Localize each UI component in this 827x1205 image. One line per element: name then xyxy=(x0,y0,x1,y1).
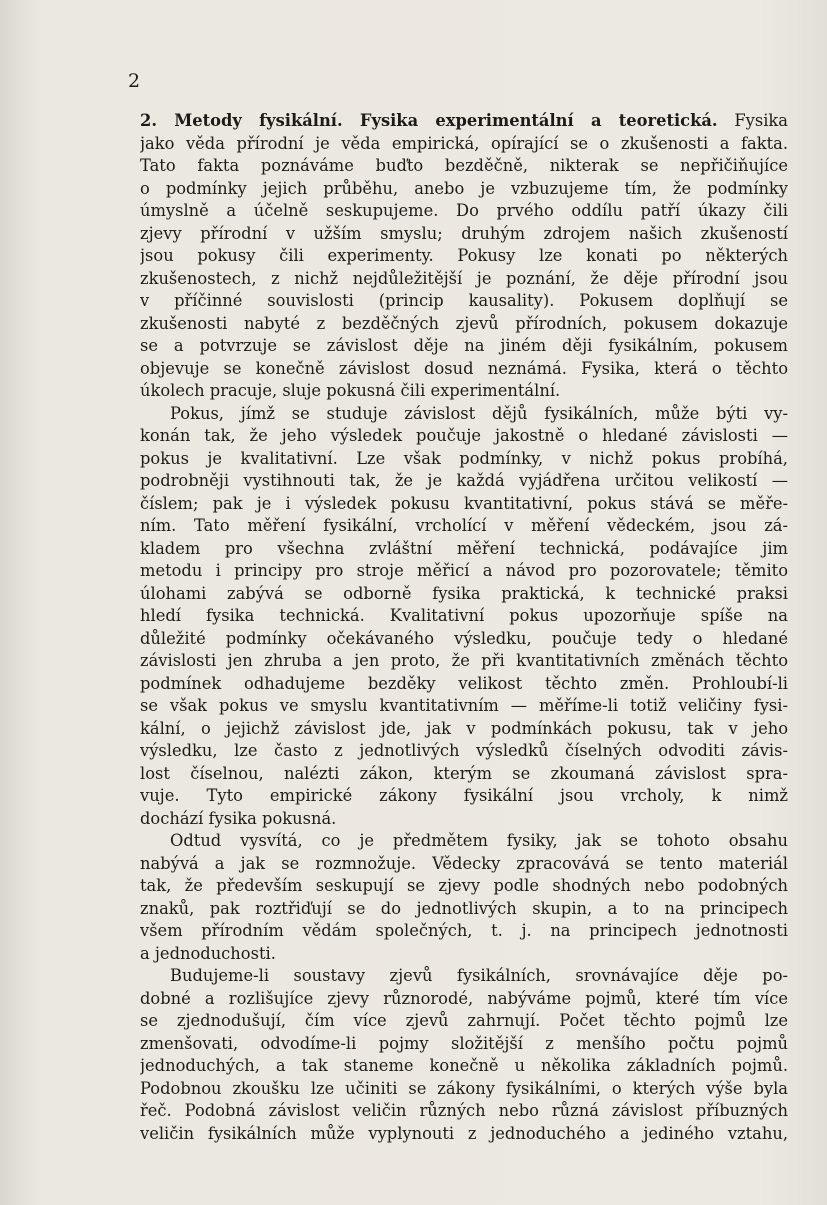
text-line: veličin fysikálních může vyplynouti z jednoduchého a jediného vztahu, xyxy=(140,1123,788,1143)
text-line: lost číselnou, nalézti zákon, kterým se zkoumaná závislost spra- xyxy=(140,763,788,783)
text-line: metodu i principy pro stroje měřicí a návod pro pozorovatele; těmito xyxy=(140,561,788,580)
text-line: se zjednodušují, čím více zjevů zahrnují. Počet těchto pojmů lze xyxy=(140,1011,788,1030)
text-line: konán tak, že jeho výsledek poučuje jakostně o hledané závislosti — xyxy=(140,426,788,445)
text-line: Odtud vysvítá, co je předmětem fysiky, jak se tohoto obsahu xyxy=(170,831,788,850)
text-line: úkolech pracuje, sluje pokusná čili experimentální. xyxy=(140,381,561,400)
text-line: a jednoduchosti. xyxy=(140,943,276,963)
text-line: Pokus, jímž se studuje závislost dějů fysikálních, může býti vy- xyxy=(170,403,788,423)
text-line: kální, o jejichž závislost jde, jak v podmínkách pokusu, tak v jeho xyxy=(140,718,788,738)
text-line: Podobnou zkoušku lze učiniti se zákony fysikálními, o kterých výše byla xyxy=(140,1078,788,1098)
text-line: úmyslně a účelně seskupujeme. Do prvého oddílu patří úkazy čili xyxy=(140,201,788,220)
text-line: o podmínky jejich průběhu, anebo je vzbuzujeme tím, že podmínky xyxy=(140,178,788,198)
text-line: objevuje se konečně závislost dosud neznámá. Fysika, která o těchto xyxy=(140,358,788,378)
page-number: 2 xyxy=(128,70,141,92)
text-line xyxy=(140,110,788,133)
text-line: hledí fysika technická. Kvalitativní pokus upozorňuje spíše na xyxy=(140,606,788,625)
text-line: zkušenostech, z nichž nejdůležitější je poznání, že děje přírodní jsou xyxy=(140,268,788,288)
text-line: dobné a rozlišujíce zjevy různorodé, nabýváme pojmů, které tím více xyxy=(140,988,788,1008)
text-line: jako věda přírodní je věda empirická, opírající se o zkušenosti a fakta. xyxy=(140,133,788,153)
text-line: znaků, pak roztřiďují se do jednotlivých skupin, a to na principech xyxy=(140,898,788,918)
section-heading: 2. Metody fysikální. Fysika experimentální a teoretická. xyxy=(140,111,718,130)
text-line: výsledku, lze často z jednotlivých výsledků číselných odvoditi závis- xyxy=(140,741,788,760)
text-line: zjevy přírodní v užším smyslu; druhým zdrojem našich zkušeností xyxy=(140,223,788,243)
text-line: nabývá a jak se rozmnožuje. Vědecky zpracovává se tento materiál xyxy=(140,853,788,873)
text-line: dochází fysika pokusná. xyxy=(140,808,337,828)
text-line: všem přírodním vědám společných, t. j. na principech jednotnosti xyxy=(140,921,788,940)
text-line: úlohami zabývá se odborně fysika praktická, k technické praksi xyxy=(140,583,788,603)
text-line: jsou pokusy čili experimenty. Pokusy lze konati po některých xyxy=(140,246,788,265)
text-line: důležité podmínky očekávaného výsledku, poučuje tedy o hledané xyxy=(140,628,788,648)
text-line: kladem pro všechna zvláštní měření technická, podávajíce jim xyxy=(140,538,788,558)
text-line: Tato fakta poznáváme buďto bezděčně, nikterak se nepřičiňujíce xyxy=(140,156,788,175)
text-line-segment: Fysika xyxy=(734,111,788,130)
text-line: pokus je kvalitativní. Lze však podmínky, v nichž pokus probíhá, xyxy=(140,448,788,468)
text-line: řeč. Podobná závislost veličin různých nebo různá závislost příbuzných xyxy=(140,1101,788,1120)
text-line: zkušenosti nabyté z bezděčných zjevů přírodních, pokusem dokazuje xyxy=(140,313,788,333)
text-line: tak, že především seskupují se zjevy podle shodných nebo podobných xyxy=(140,876,788,895)
text-line: jednoduchých, a tak staneme konečně u několika základních pojmů. xyxy=(140,1056,788,1075)
text-line: závislosti jen zhruba a jen proto, že při kvantitativních změnách těchto xyxy=(140,651,788,670)
text-line: podmínek odhadujeme bezděky velikost těchto změn. Prohloubí-li xyxy=(140,673,788,693)
body-text xyxy=(140,110,788,1145)
text-line: ním. Tato měření fysikální, vrcholící v měření vědeckém, jsou zá- xyxy=(140,516,788,535)
text-line: číslem; pak je i výsledek pokusu kvantitativní, pokus stává se měře- xyxy=(140,493,788,513)
text-line: v příčinné souvislosti (princip kausality). Pokusem doplňují se xyxy=(140,291,788,310)
text-line: Budujeme-li soustavy zjevů fysikálních, srovnávajíce děje po- xyxy=(170,966,788,985)
text-line: vuje. Tyto empirické zákony fysikální jsou vrcholy, k nimž xyxy=(140,786,788,805)
text-line: se a potvrzuje se závislost děje na jiném ději fysikálním, pokusem xyxy=(140,336,788,355)
text-line: podrobněji vystihnouti tak, že je každá vyjádřena určitou velikostí — xyxy=(140,471,788,490)
text-line: se však pokus ve smyslu kvantitativním — měříme-li totiž veličiny fysi- xyxy=(140,696,788,715)
text-line: zmenšovati, odvodíme-li pojmy složitější z menšího počtu pojmů xyxy=(140,1033,788,1053)
